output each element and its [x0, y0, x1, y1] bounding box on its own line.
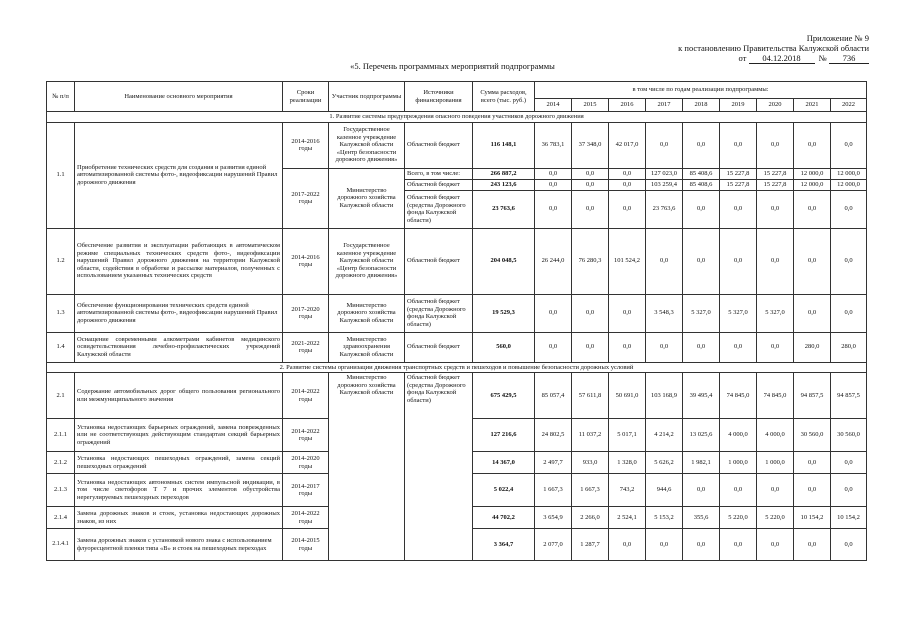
row-term: 2014-2016 годы	[283, 122, 329, 168]
row-value: 94 857,5	[794, 373, 831, 419]
row-value: 4 000,0	[757, 419, 794, 452]
row-value: 1 667,3	[535, 474, 572, 507]
row-value: 15 227,8	[720, 168, 757, 179]
row-value: 11 037,2	[572, 419, 609, 452]
row-sum: 116 148,1	[473, 122, 535, 168]
row-value: 42 017,0	[609, 122, 646, 168]
year-header: 2019	[720, 99, 757, 112]
row-value: 0,0	[720, 529, 757, 561]
row-value: 0,0	[831, 228, 867, 294]
row-value: 0,0	[572, 332, 609, 362]
row-value: 30 560,0	[794, 419, 831, 452]
row-value: 0,0	[535, 179, 572, 190]
row-source: Областной бюджет (средства Дорожного фонда Калужской области)	[405, 294, 473, 332]
row-num: 2.1.4.1	[47, 529, 75, 561]
row-value: 0,0	[831, 190, 867, 228]
row-value: 50 691,0	[609, 373, 646, 419]
row-term: 2017-2020 годы	[283, 294, 329, 332]
row-value: 0,0	[572, 168, 609, 179]
row-value: 0,0	[609, 190, 646, 228]
row-participant: Министерство дорожного хозяйства Калужской области	[329, 373, 405, 561]
row-value: 0,0	[535, 190, 572, 228]
row-value: 0,0	[720, 332, 757, 362]
row-value: 0,0	[794, 529, 831, 561]
row-name: Замена дорожных знаков и стоек, установка недостающих дорожных знаков, из них	[75, 507, 283, 529]
row-num: 1.1	[47, 122, 75, 228]
header-name: Наименование основного мероприятия	[75, 82, 283, 112]
row-value: 0,0	[794, 452, 831, 474]
row-value: 4 214,2	[646, 419, 683, 452]
row-value: 39 495,4	[683, 373, 720, 419]
row-term: 2014-2015 годы	[283, 529, 329, 561]
row-value: 5 327,0	[720, 294, 757, 332]
row-value: 0,0	[609, 332, 646, 362]
year-header: 2014	[535, 99, 572, 112]
row-source: Областной бюджет	[405, 332, 473, 362]
row-value: 5 017,1	[609, 419, 646, 452]
row-value: 15 227,8	[757, 168, 794, 179]
row-participant: Государственное казенное учреждение Калужской области «Центр безопасности дорожного движения»	[329, 122, 405, 168]
row-value: 26 244,0	[535, 228, 572, 294]
row-value: 5 153,2	[646, 507, 683, 529]
row-value: 10 154,2	[831, 507, 867, 529]
row-value: 280,0	[831, 332, 867, 362]
section-1-title: 1. Развитие системы предупреждения опасного поведения участников дорожного движения	[47, 112, 867, 123]
year-header: 2021	[794, 99, 831, 112]
row-sum: 266 887,2	[473, 168, 535, 179]
row-value: 0,0	[683, 122, 720, 168]
table-row	[47, 228, 867, 294]
row-sum: 23 763,6	[473, 190, 535, 228]
row-name: Установка недостающих барьерных ограждений, замена поврежденных или не соответствующих действующим стандартам секций барьерных ограждений	[75, 419, 283, 452]
row-sum: 14 367,0	[473, 452, 535, 474]
row-source: Областной бюджет (средства Дорожного фонда Калужской области)	[405, 373, 473, 561]
row-value: 5 327,0	[683, 294, 720, 332]
row-value: 0,0	[683, 332, 720, 362]
row-num: 2.1.4	[47, 507, 75, 529]
row-value: 0,0	[757, 190, 794, 228]
row-value: 23 763,6	[646, 190, 683, 228]
row-value: 0,0	[646, 122, 683, 168]
row-value: 0,0	[720, 122, 757, 168]
row-value: 0,0	[720, 190, 757, 228]
row-sum: 44 702,2	[473, 507, 535, 529]
appendix-date: 04.12.2018	[749, 53, 815, 64]
row-sum: 3 364,7	[473, 529, 535, 561]
row-value: 355,6	[683, 507, 720, 529]
row-source: Областной бюджет	[405, 122, 473, 168]
table-row	[47, 122, 867, 168]
appendix-line-2: к постановлению Правительства Калужской области	[678, 43, 869, 53]
row-value: 4 000,0	[720, 419, 757, 452]
row-num: 1.4	[47, 332, 75, 362]
row-value: 0,0	[794, 122, 831, 168]
header-term: Сроки реализации	[283, 82, 329, 112]
row-name: Установка недостающих автономных систем импульсной индикации, в том числе светофоров Т 7 и прочих элементов обустройства нерегулируемых пешеходных переходов	[75, 474, 283, 507]
row-value: 933,0	[572, 452, 609, 474]
row-value: 0,0	[572, 179, 609, 190]
row-name: Замена дорожных знаков с установкой нового знака с использованием флуоресцентной пленки типа «В» и стоек на пешеходных переходах	[75, 529, 283, 561]
row-value: 1 982,1	[683, 452, 720, 474]
row-value: 15 227,8	[757, 179, 794, 190]
row-value: 0,0	[535, 294, 572, 332]
row-sum: 19 529,3	[473, 294, 535, 332]
row-value: 0,0	[831, 474, 867, 507]
table-row	[47, 294, 867, 332]
row-value: 1 328,0	[609, 452, 646, 474]
row-value: 74 845,0	[720, 373, 757, 419]
row-value: 0,0	[609, 179, 646, 190]
row-num: 2.1	[47, 373, 75, 419]
row-name: Оснащение современными алкометрами кабинетов медицинского освидетельствования лечебно-профилактических учреждений Калужской области	[75, 332, 283, 362]
row-value: 0,0	[535, 332, 572, 362]
row-value: 57 611,8	[572, 373, 609, 419]
row-participant: Государственное казенное учреждение Калужской области «Центр безопасности дорожного движения»	[329, 228, 405, 294]
row-num: 2.1.1	[47, 419, 75, 452]
appendix-line-1: Приложение № 9	[806, 33, 869, 43]
row-sum: 560,0	[473, 332, 535, 362]
row-value: 2 497,7	[535, 452, 572, 474]
row-value: 12 000,0	[794, 168, 831, 179]
row-value: 3 654,9	[535, 507, 572, 529]
row-value: 37 348,0	[572, 122, 609, 168]
row-sum: 675 429,5	[473, 373, 535, 419]
row-value: 15 227,8	[720, 179, 757, 190]
row-num: 1.3	[47, 294, 75, 332]
row-participant: Министерство здравоохранения Калужской области	[329, 332, 405, 362]
row-value: 2 524,1	[609, 507, 646, 529]
row-value: 280,0	[794, 332, 831, 362]
row-value: 3 548,3	[646, 294, 683, 332]
row-sum: 243 123,6	[473, 179, 535, 190]
year-header: 2016	[609, 99, 646, 112]
row-name: Обеспечение развития и эксплуатации работающих в автоматическом режиме специальных технических средств фото-, видеофиксации нарушений Правил дорожного движения на территории Калужской области, содействия в обработке и рассылке материалов, полученных с использованием указанных технических средств	[75, 228, 283, 294]
year-header: 2017	[646, 99, 683, 112]
number-label: №	[818, 53, 827, 63]
row-value: 74 845,0	[757, 373, 794, 419]
from-label: от	[738, 53, 747, 63]
row-value: 10 154,2	[794, 507, 831, 529]
row-value: 0,0	[757, 122, 794, 168]
row-value: 2 077,0	[535, 529, 572, 561]
row-value: 85 057,4	[535, 373, 572, 419]
row-value: 0,0	[831, 529, 867, 561]
row-value: 5 220,0	[720, 507, 757, 529]
appendix-number: 736	[829, 53, 869, 64]
row-value: 2 266,0	[572, 507, 609, 529]
row-value: 76 280,3	[572, 228, 609, 294]
row-value: 0,0	[683, 190, 720, 228]
row-value: 101 524,2	[609, 228, 646, 294]
row-term: 2021-2022 годы	[283, 332, 329, 362]
row-value: 0,0	[831, 294, 867, 332]
row-term: 2014-2020 годы	[283, 452, 329, 474]
header-by-years: в том числе по годам реализации подпрограммы:	[535, 82, 867, 99]
row-num: 2.1.2	[47, 452, 75, 474]
row-value: 0,0	[831, 122, 867, 168]
row-value: 0,0	[646, 228, 683, 294]
row-value: 0,0	[646, 529, 683, 561]
row-value: 743,2	[609, 474, 646, 507]
row-name: Обеспечение функционирования технических средств единой автоматизированной системы фото-, видеофиксации нарушений Правил дорожного движения	[75, 294, 283, 332]
row-value: 94 857,5	[831, 373, 867, 419]
row-term: 2014-2022 годы	[283, 373, 329, 419]
row-source: Всего, в том числе:	[405, 168, 473, 179]
row-value: 1 667,3	[572, 474, 609, 507]
row-term: 2014-2022 годы	[283, 507, 329, 529]
row-source: Областной бюджет	[405, 179, 473, 190]
row-value: 127 023,0	[646, 168, 683, 179]
row-term: 2017-2022 годы	[283, 168, 329, 228]
row-value: 0,0	[609, 294, 646, 332]
header-num: № п/п	[47, 82, 75, 112]
activities-table	[46, 81, 867, 561]
row-term: 2014-2022 годы	[283, 419, 329, 452]
row-value: 0,0	[757, 529, 794, 561]
row-value: 103 259,4	[646, 179, 683, 190]
year-header: 2020	[757, 99, 794, 112]
row-value: 13 025,6	[683, 419, 720, 452]
table-row	[47, 332, 867, 362]
row-term: 2014-2016 годы	[283, 228, 329, 294]
document-title: «5. Перечень программных мероприятий подпрограммы	[350, 61, 555, 71]
row-value: 12 000,0	[831, 179, 867, 190]
row-value: 0,0	[720, 474, 757, 507]
row-value: 30 560,0	[831, 419, 867, 452]
section-2-title: 2. Развитие системы организации движения транспортных средств и пешеходов и повышение безопасности дорожных условий	[47, 362, 867, 373]
row-value: 0,0	[535, 168, 572, 179]
row-name: Содержание автомобильных дорог общего пользования регионального или межмуниципального значения	[75, 373, 283, 419]
row-value: 0,0	[794, 474, 831, 507]
row-value: 0,0	[794, 228, 831, 294]
row-value: 0,0	[572, 294, 609, 332]
row-value: 0,0	[609, 529, 646, 561]
row-num: 2.1.3	[47, 474, 75, 507]
row-value: 0,0	[646, 332, 683, 362]
row-value: 12 000,0	[831, 168, 867, 179]
row-value: 103 168,9	[646, 373, 683, 419]
row-value: 1 000,0	[757, 452, 794, 474]
row-value: 1 287,7	[572, 529, 609, 561]
row-value: 5 220,0	[757, 507, 794, 529]
row-source: Областной бюджет (средства Дорожного фонда Калужской области)	[405, 190, 473, 228]
row-value: 5 327,0	[757, 294, 794, 332]
row-value: 1 000,0	[720, 452, 757, 474]
row-value: 5 626,2	[646, 452, 683, 474]
year-header: 2018	[683, 99, 720, 112]
row-value: 36 783,1	[535, 122, 572, 168]
row-value: 85 408,6	[683, 168, 720, 179]
row-value: 0,0	[831, 452, 867, 474]
row-participant: Министерство дорожного хозяйства Калужской области	[329, 294, 405, 332]
row-value: 0,0	[683, 228, 720, 294]
section-row	[47, 362, 867, 373]
header-source: Источники финансирования	[405, 82, 473, 112]
row-value: 0,0	[683, 474, 720, 507]
row-participant: Министерство дорожного хозяйства Калужской области	[329, 168, 405, 228]
header-sum: Сумма расходов, всего (тыс. руб.)	[473, 82, 535, 112]
year-header: 2022	[831, 99, 867, 112]
table-row	[47, 373, 867, 419]
row-name: Установка недостающих пешеходных ограждений, замена секций пешеходных ограждений	[75, 452, 283, 474]
row-value: 12 000,0	[794, 179, 831, 190]
section-row	[47, 112, 867, 123]
row-sum: 5 022,4	[473, 474, 535, 507]
appendix-block	[678, 33, 869, 64]
row-num: 1.2	[47, 228, 75, 294]
row-sum: 127 216,6	[473, 419, 535, 452]
header-participant: Участник подпрограммы	[329, 82, 405, 112]
row-value: 0,0	[757, 332, 794, 362]
row-value: 0,0	[720, 228, 757, 294]
row-value: 0,0	[794, 190, 831, 228]
row-value: 85 408,6	[683, 179, 720, 190]
year-header: 2015	[572, 99, 609, 112]
row-term: 2014-2017 годы	[283, 474, 329, 507]
row-value: 0,0	[683, 529, 720, 561]
row-name: Приобретение технических средств для создания и развития единой автоматизированной системы фото-, видеофиксации нарушений Правил дорожного движения	[75, 122, 283, 228]
row-value: 0,0	[572, 190, 609, 228]
row-value: 0,0	[757, 474, 794, 507]
row-value: 24 802,5	[535, 419, 572, 452]
row-source: Областной бюджет	[405, 228, 473, 294]
row-value: 944,6	[646, 474, 683, 507]
row-value: 0,0	[609, 168, 646, 179]
header-row	[47, 82, 867, 99]
row-value: 0,0	[794, 294, 831, 332]
row-sum: 204 048,5	[473, 228, 535, 294]
row-value: 0,0	[757, 228, 794, 294]
